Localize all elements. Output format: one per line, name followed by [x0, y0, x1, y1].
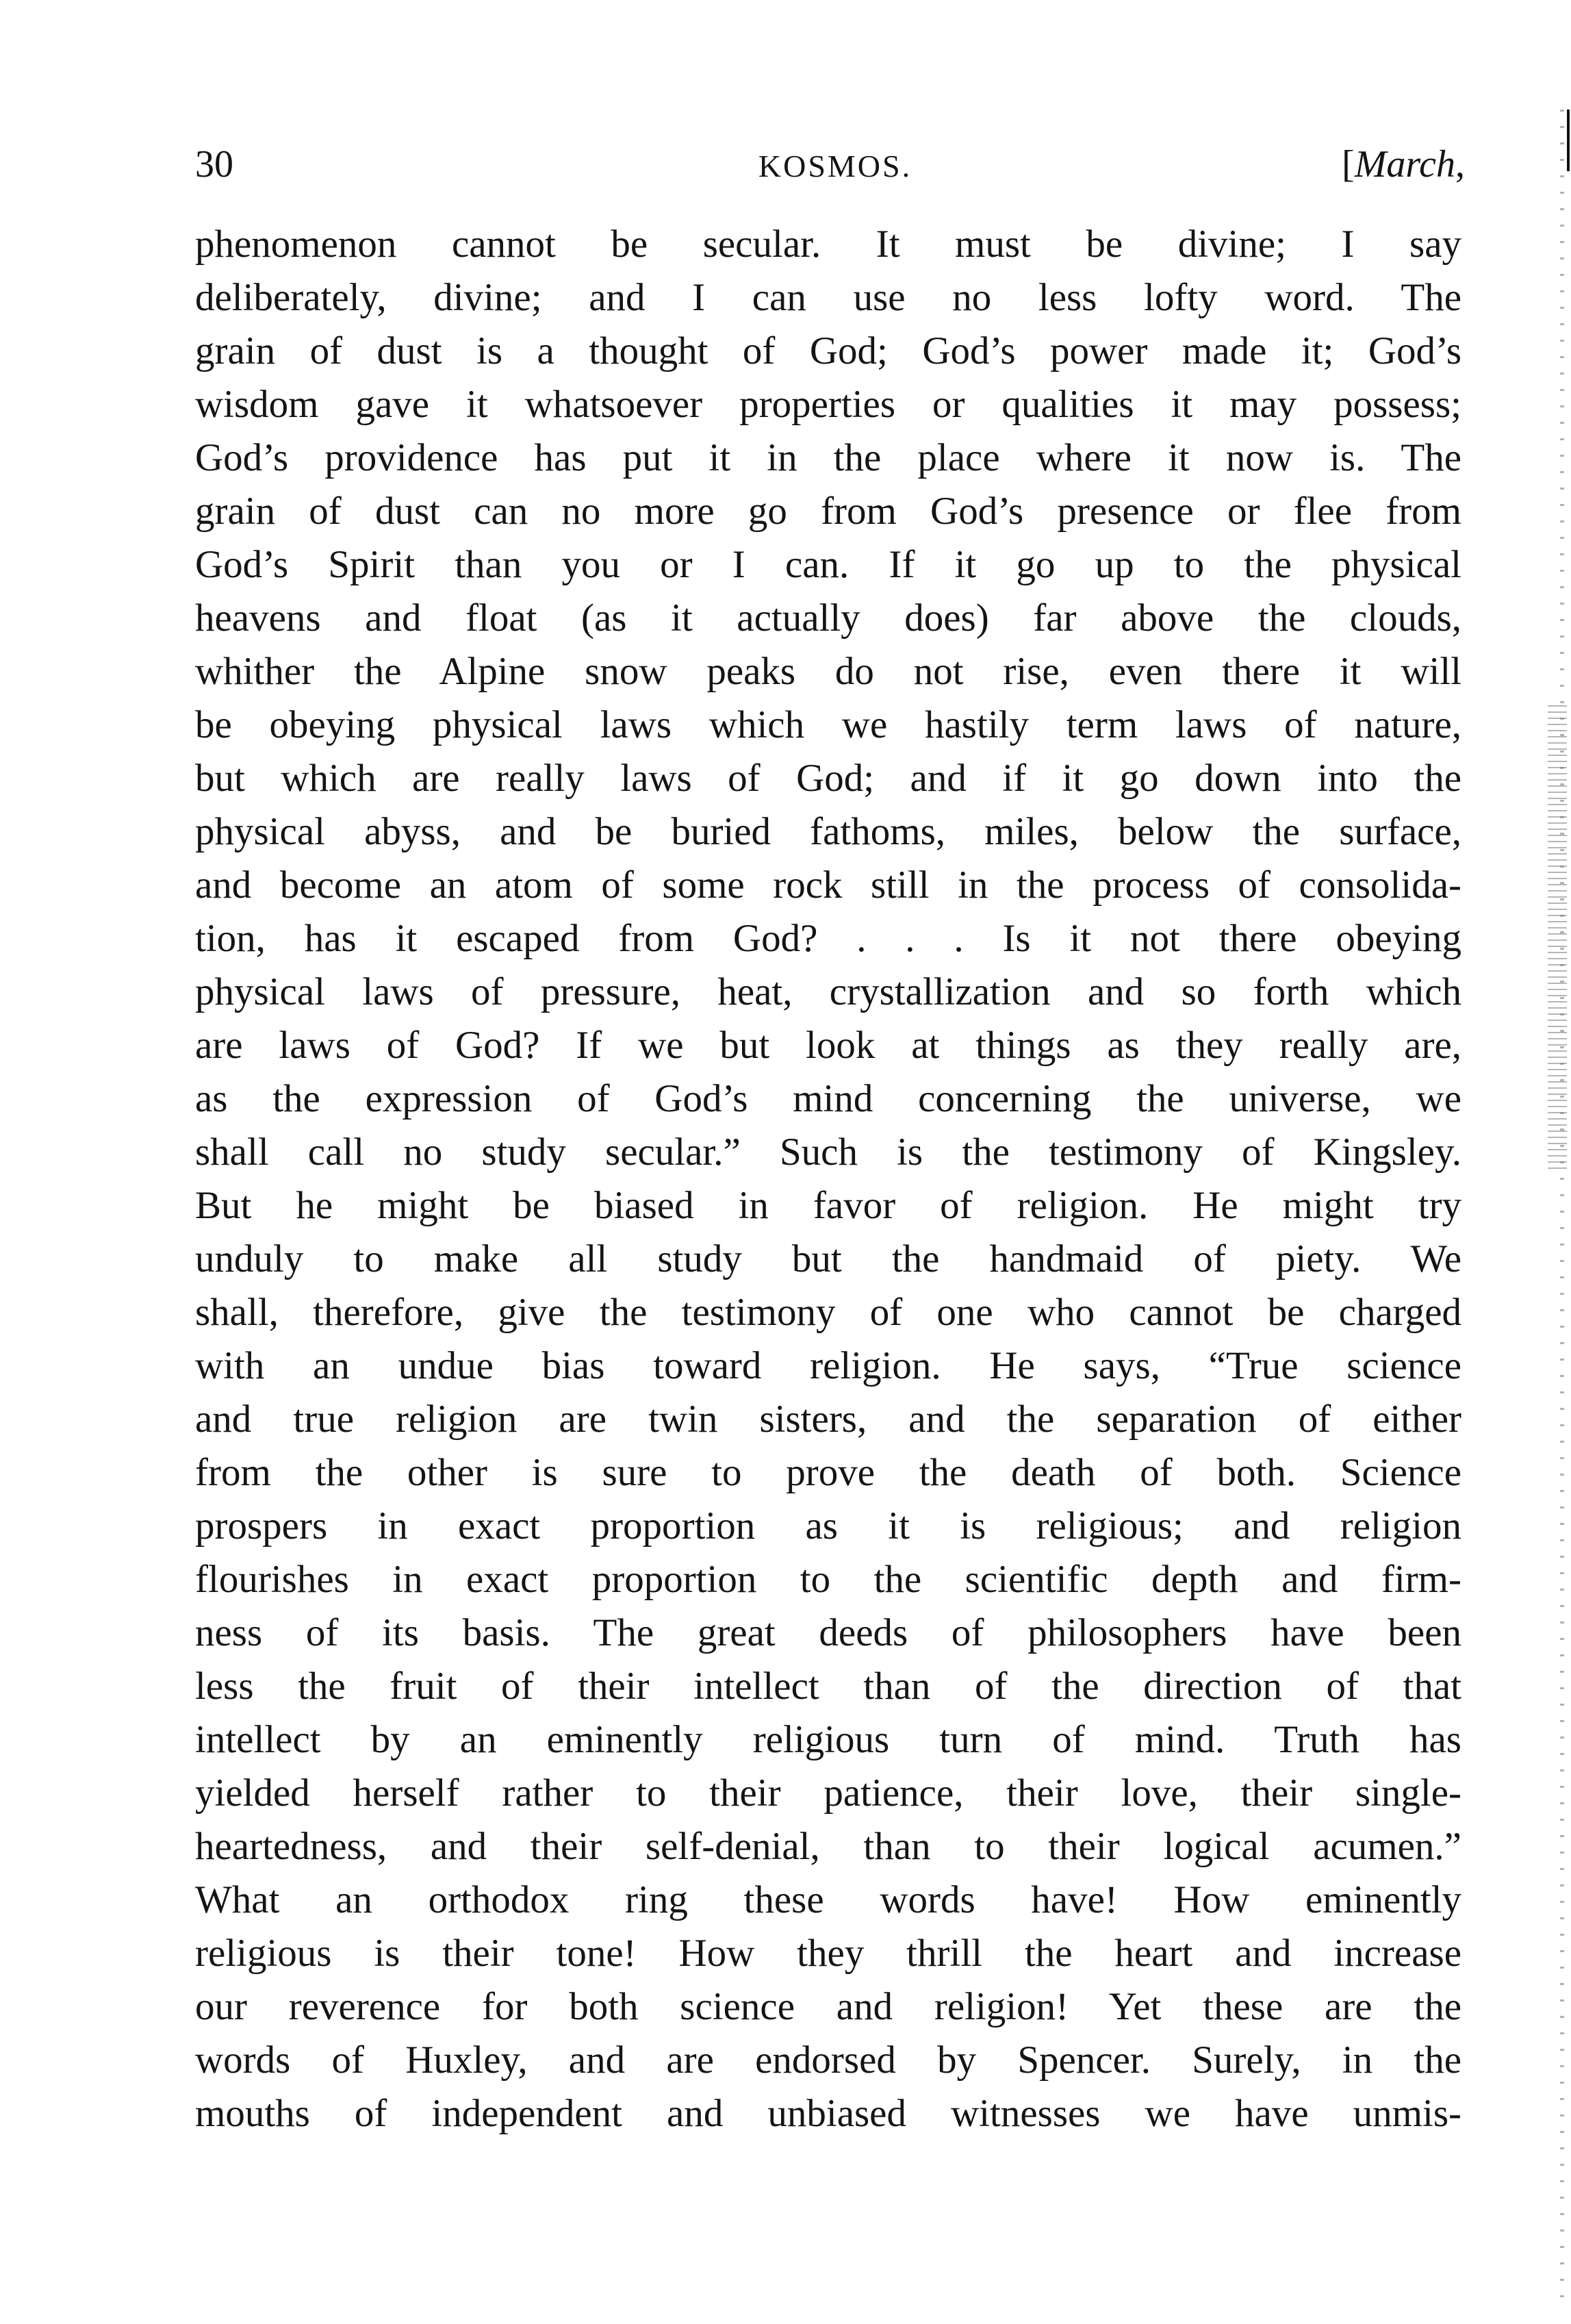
text-line: physical abyss, and be buried fathoms, miles, below the surface, — [195, 810, 1461, 853]
text-line: heartedness, and their self-denial, than to their logical acumen.” — [195, 1825, 1461, 1868]
running-header — [195, 140, 1465, 195]
text-line: God’s providence has put it in the place where it now is. The — [195, 436, 1461, 479]
text-line: grain of dust can no more go from God’s presence or flee from — [195, 490, 1461, 533]
text-line: intellect by an eminently religious turn of mind. Truth has — [195, 1718, 1461, 1761]
text-line: flourishes in exact proportion to the scientific depth and firm- — [195, 1558, 1461, 1601]
text-line: prospers in exact proportion as it is religious; and religion — [195, 1504, 1461, 1548]
running-date-comma: , — [1455, 143, 1465, 186]
text-line: are laws of God? If we but look at things as they really are, — [195, 1024, 1461, 1067]
running-date-bracket: [ — [1342, 143, 1355, 186]
text-line: wisdom gave it whatsoever properties or qualities it may possess; — [195, 383, 1461, 426]
text-line: What an orthodox ring these words have! How eminently — [195, 1878, 1461, 1921]
page-edge-mark — [1567, 110, 1570, 171]
running-date — [1342, 140, 1465, 188]
text-line: as the expression of God’s mind concerning the universe, we — [195, 1077, 1461, 1120]
text-line: our reverence for both science and religion! Yet these are the — [195, 1985, 1461, 2028]
text-line: but which are really laws of God; and if it go down into the — [195, 757, 1461, 800]
text-line: words of Huxley, and are endorsed by Spencer. Surely, in the — [195, 2038, 1461, 2082]
text-line: unduly to make all study but the handmaid of piety. We — [195, 1237, 1461, 1280]
text-line: phenomenon cannot be secular. It must be divine; I say — [195, 223, 1461, 266]
text-line: shall, therefore, give the testimony of one who cannot be charged — [195, 1291, 1461, 1334]
text-line: heavens and float (as it actually does) far above the clouds, — [195, 596, 1461, 640]
page-edge-shadow — [1560, 110, 1564, 2301]
text-line: deliberately, divine; and I can use no less lofty word. The — [195, 276, 1461, 319]
text-line: religious is their tone! How they thrill the heart and increase — [195, 1932, 1461, 1975]
text-line: less the fruit of their intellect than of the direction of that — [195, 1665, 1461, 1708]
body-text — [195, 218, 1461, 2140]
text-line: God’s Spirit than you or I can. If it go up to the physical — [195, 543, 1461, 586]
running-date-month: March — [1354, 143, 1455, 186]
page-number: 30 — [195, 143, 233, 186]
text-line: shall call no study secular.” Such is the testimony of Kingsley. — [195, 1131, 1461, 1174]
text-line: But he might be biased in favor of religion. He might try — [195, 1184, 1461, 1227]
text-line: and true religion are twin sisters, and the separation of either — [195, 1398, 1461, 1441]
text-line: and become an atom of some rock still in the process of consolida- — [195, 863, 1461, 907]
text-line: ness of its basis. The great deeds of philosophers have been — [195, 1611, 1461, 1654]
running-title: KOSMOS. — [758, 149, 912, 184]
text-line: mouths of independent and unbiased witnesses we have unmis- — [195, 2092, 1461, 2135]
text-line: grain of dust is a thought of God; God’s power made it; God’s — [195, 329, 1461, 372]
text-line: whither the Alpine snow peaks do not rise, even there it will — [195, 650, 1461, 693]
text-line: physical laws of pressure, heat, crystallization and so forth which — [195, 970, 1461, 1013]
text-line: with an undue bias toward religion. He says, “True science — [195, 1344, 1461, 1387]
binding-scan-noise — [1548, 705, 1567, 1171]
text-line: tion, has it escaped from God? . . . Is it not there obeying — [195, 917, 1461, 960]
text-line: from the other is sure to prove the death of both. Science — [195, 1451, 1461, 1494]
text-line: be obeying physical laws which we hastily term laws of nature, — [195, 703, 1461, 746]
text-line: yielded herself rather to their patience, their love, their single- — [195, 1771, 1461, 1815]
